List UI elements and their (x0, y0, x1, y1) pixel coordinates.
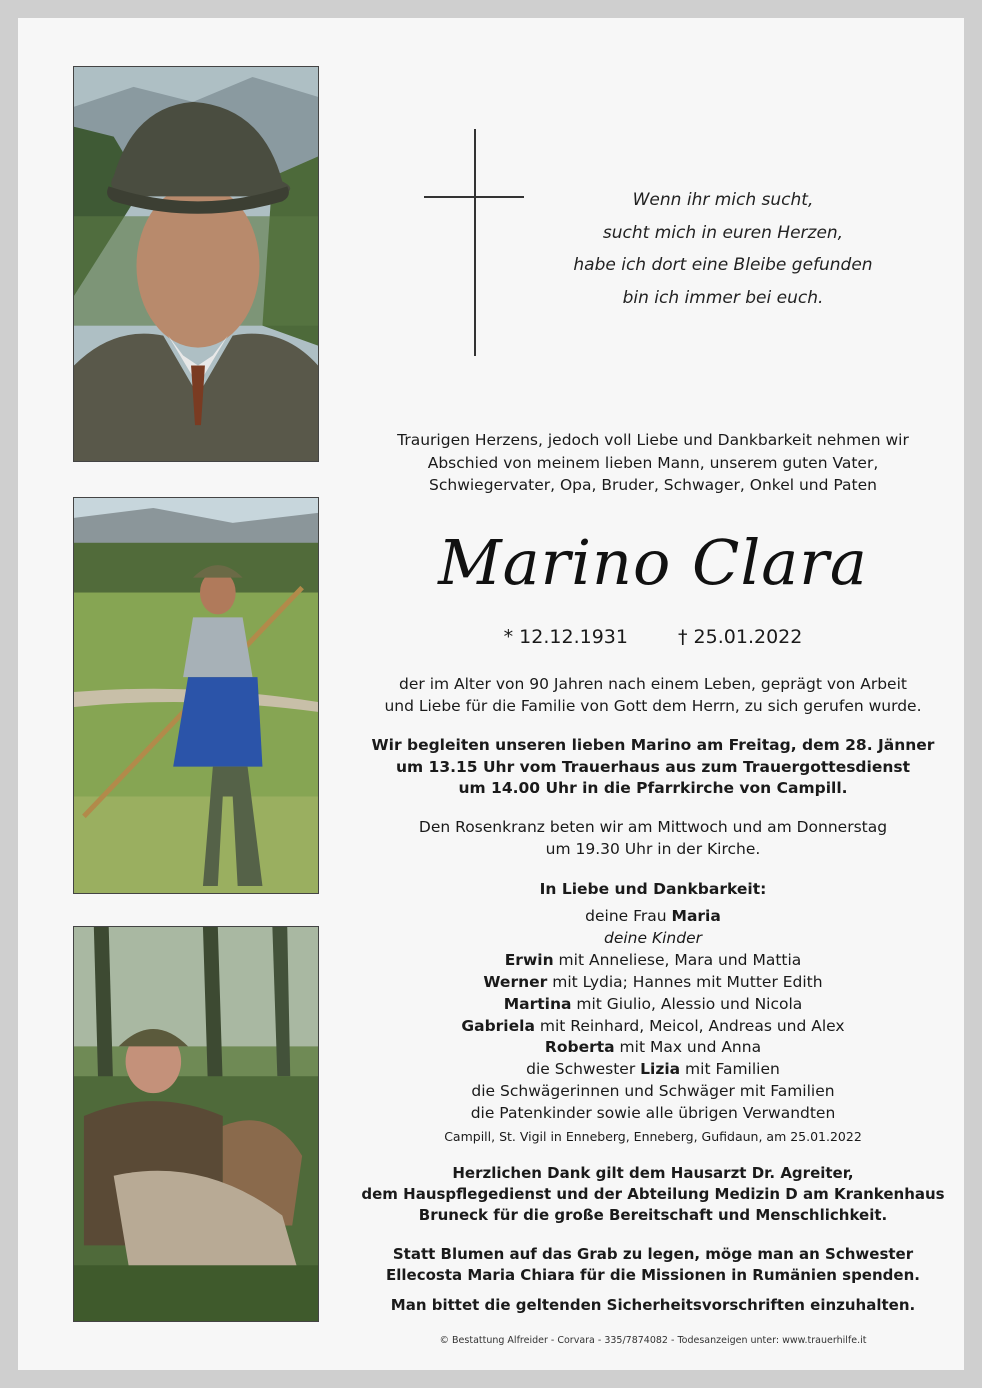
rosary-info (358, 817, 948, 860)
cross-icon (474, 129, 476, 356)
thanks-line: dem Hauspflegedienst und der Abteilung Medizin D am Krankenhaus (361, 1185, 945, 1203)
wife-line (358, 906, 948, 928)
hunting-photo (73, 926, 319, 1322)
poem-line: bin ich immer bei euch. (622, 287, 824, 308)
thanks-line: Bruneck für die große Bereitschaft und Menschlichkeit. (418, 1206, 888, 1224)
sister-prefix: die Schwester (526, 1060, 641, 1079)
child-line (358, 1037, 948, 1059)
age-text (358, 674, 948, 717)
funeral-line: Wir begleiten unseren lieben Marino am Freitag, dem 28. Jänner (371, 736, 935, 754)
portrait-photo (73, 66, 319, 462)
wife-prefix: deine Frau (585, 907, 672, 925)
age-line: und Liebe für die Familie von Gott dem Herrn, zu sich gerufen wurde. (384, 696, 922, 715)
age-line: der im Alter von 90 Jahren nach einem Leben, geprägt von Arbeit (399, 675, 907, 693)
child-name: Erwin (504, 950, 554, 969)
intro-line: Abschied von meinem lieben Mann, unserem guten Vater, (427, 453, 879, 472)
funeral-line: um 13.15 Uhr vom Trauerhaus aus zum Trauergottesdienst (395, 757, 911, 776)
donation-line: Statt Blumen auf das Grab zu legen, möge man an Schwester (392, 1245, 914, 1263)
cross-icon-bar (424, 196, 524, 198)
footer-credit: © Bestattung Alfreider - Corvara - 335/7874082 - Todesanzeigen unter: www.trauerhilfe.it (439, 1335, 867, 1346)
rosary-line: um 19.30 Uhr in der Kirche. (545, 839, 761, 858)
child-family: mit Anneliese, Mara und Mattia (553, 950, 802, 969)
thanks-line: Herzlichen Dank gilt dem Hausarzt Dr. Agreiter, (452, 1164, 854, 1182)
child-family: mit Max und Anna (614, 1038, 762, 1057)
poem-line: Wenn ihr mich sucht, (632, 190, 814, 210)
meadow-photo (73, 497, 319, 894)
family-list (358, 906, 948, 1125)
child-family: mit Reinhard, Meicol, Andreas und Alex (534, 1016, 845, 1035)
wife-name: Maria (671, 907, 721, 925)
child-name: Martina (503, 994, 572, 1013)
child-name: Werner (483, 972, 548, 991)
intro-line: Schwiegervater, Opa, Bruder, Schwager, Onkel und Paten (429, 476, 877, 494)
intro-text (358, 429, 948, 497)
safety-notice: Man bittet die geltenden Sicherheitsvorschriften einzuhalten. (390, 1296, 916, 1314)
funeral-line: um 14.00 Uhr in die Pfarrkirche von Campill. (458, 779, 848, 797)
thanks-text (358, 1163, 948, 1226)
child-line (358, 972, 948, 994)
child-name: Roberta (544, 1038, 615, 1057)
relatives-line: die Patenkinder sowie alle übrigen Verwandten (470, 1104, 836, 1123)
intro-line: Traurigen Herzens, jedoch voll Liebe und Dankbarkeit nehmen wir (397, 431, 909, 449)
child-family: mit Giulio, Alessio und Nicola (571, 994, 803, 1013)
birth-date: * 12.12.1931 (503, 626, 628, 648)
signoff-heading: In Liebe und Dankbarkeit: (539, 880, 767, 898)
child-name: Gabriela (461, 1016, 535, 1035)
children-label-text: deine Kinder (603, 928, 702, 947)
death-notice-card (18, 18, 964, 1370)
donation-text (358, 1244, 948, 1286)
child-line (358, 950, 948, 972)
poem-line: habe ich dort eine Bleibe gefunden (573, 255, 873, 275)
sister-name: Lizia (640, 1060, 681, 1079)
donation-line: Ellecosta Maria Chiara für die Missionen in Rumänien spenden. (386, 1266, 920, 1284)
memorial-poem (548, 184, 898, 314)
child-line (358, 994, 948, 1016)
funeral-info (358, 735, 948, 800)
child-line (358, 1016, 948, 1038)
place-date: Campill, St. Vigil in Enneberg, Enneberg, Gufidaun, am 25.01.2022 (444, 1129, 862, 1144)
sister-line (358, 1059, 948, 1081)
children-label (358, 928, 948, 950)
life-dates (358, 624, 948, 650)
rosary-line: Den Rosenkranz beten wir am Mittwoch und am Donnerstag (418, 818, 888, 836)
deceased-name: Marino Clara (438, 526, 868, 599)
sister-family: mit Familien (680, 1060, 780, 1079)
inlaws-line: die Schwägerinnen und Schwäger mit Familien (471, 1082, 835, 1101)
death-date: † 25.01.2022 (678, 626, 803, 648)
poem-line: sucht mich in euren Herzen, (602, 222, 844, 243)
child-family: mit Lydia; Hannes mit Mutter Edith (547, 972, 823, 991)
